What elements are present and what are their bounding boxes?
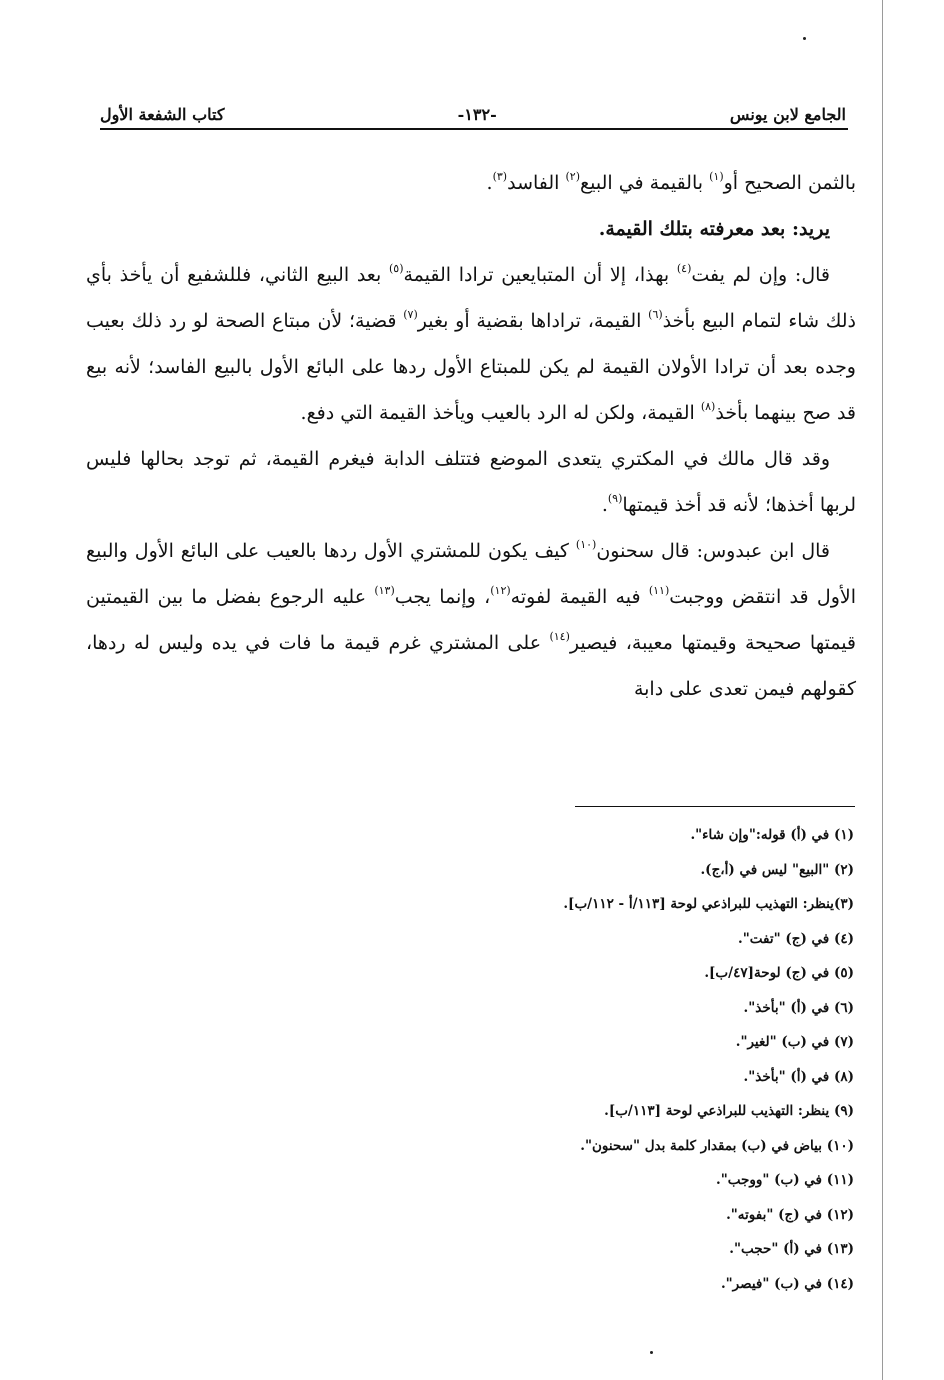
footnote-ref: (٤)	[676, 262, 692, 275]
scan-speck	[803, 37, 806, 40]
paragraph-1	[86, 160, 856, 206]
footnote-ref: (٧)	[403, 308, 418, 321]
footnotes-list	[94, 818, 854, 1301]
footnote-ref: (٩)	[607, 492, 623, 505]
text-run: .	[486, 172, 493, 194]
text-run: قال ابن عبدوس: قال سحنون	[596, 540, 830, 562]
footnote-ref: (١١)	[648, 584, 670, 597]
text-run: الفاسد	[507, 172, 566, 194]
text-run: القيمة، تراداها بقضية أو بغير	[417, 310, 649, 332]
text-run: بالثمن الصحيح أو	[723, 172, 856, 194]
text-run: بعد البيع الثاني، فللشفيع أن يأخذ بأي ذلك شاء لتمام البيع بأخذ	[86, 264, 856, 332]
text-run: قضية؛ لأن مبتاع الصحة لو رد ذلك بعيب وجده بعد أن ترادا الأولان القيمة لم يكن للمبتاع الأول ردها على البائع الأول بالبيع الفاسد؛ لأنه بيع قد صح بينهما بأخذ	[86, 310, 856, 424]
footnote-item: (١٣) في (أ) "حجب".	[729, 1241, 854, 1257]
footnote-ref: (٨)	[700, 400, 716, 413]
footnote-item: (٤) في (ج) "تفت".	[738, 930, 854, 947]
footnote-ref: (١٠)	[575, 538, 597, 551]
footnote-ref: (١٣)	[374, 584, 395, 597]
scan-speck	[650, 1351, 653, 1354]
text-run: يريد: بعد معرفته بتلك القيمة.	[598, 218, 830, 240]
footnote-ref: (١٤)	[549, 630, 570, 643]
footnote-separator	[575, 806, 855, 807]
footnote-item: (٥) في (ج) لوحة[٤٧/ب].	[704, 965, 854, 981]
text-run: فيه القيمة لفوته	[510, 586, 649, 608]
paragraph-3	[86, 252, 856, 436]
footnote-ref: (١٢)	[490, 584, 511, 597]
footnote-item: (١١) في (ب) "ووجب".	[716, 1172, 854, 1188]
text-run: عليه الرجوع بفضل ما بين القيمتين قيمتها صحيحة وقيمتها معيبة، فيصير	[86, 586, 857, 654]
footnote-item: (٦) في (أ) "بأخذ".	[743, 999, 854, 1016]
text-run: على المشتري غرم قيمة ما فات في يده وليس له ردها، كقولهم فيمن تعدى على دابة	[86, 632, 856, 700]
footnote-item: (٣)ينظر: التهذيب للبراذعي لوحة [١١٣/أ - ١١٢/ب].	[563, 896, 854, 912]
paragraph-5	[86, 528, 856, 712]
paragraph-4	[86, 436, 856, 528]
footnote-ref: (٥)	[388, 262, 404, 275]
footnote-item: (٨) في (أ) "بأخذ".	[743, 1068, 854, 1085]
text-run: بهذا، إلا أن المتبايعين ترادا القيمة	[403, 264, 677, 286]
footnote-item: (١٤) في (ب) "فيصر".	[720, 1275, 854, 1292]
paragraph-2	[86, 206, 856, 252]
text-run: .	[601, 494, 608, 516]
text-run: وقد قال مالك في المكتري يتعدى الموضع فتتلف الدابة فيغرم القيمة، ثم توجد بحالها فليس لربها أخذها؛ لأنه قد أخذ قيمتها	[86, 448, 856, 516]
footnote-item: (١٢) في (ج) "بفوته".	[726, 1206, 854, 1223]
footnote-item: (٩) ينظر: التهذيب للبراذعي لوحة [١١٣/ب].	[604, 1103, 854, 1119]
page-header	[100, 94, 846, 124]
footnote-item: (١) في (أ) قوله:"وإن شاء".	[690, 827, 854, 843]
footnote-item: (١٠) بياض في (ب) بمقدار كلمة بدل "سحنون".	[580, 1137, 854, 1154]
page-number: -١٣٢-	[457, 105, 497, 124]
scan-page-edge	[882, 0, 883, 1380]
text-run: بالقيمة في البيع	[580, 172, 710, 194]
footnote-ref: (٦)	[648, 308, 663, 321]
footnote-item: (٢) "البيع" ليس في (أ،ج).	[700, 861, 854, 878]
text-run: كيف يكون للمشتري الأول ردها بالعيب على البائع الأول والبيع الأول قد انتقض ووجبت	[86, 540, 856, 608]
text-run: القيمة، ولكن له الرد بالعيب ويأخذ القيمة التي دفع.	[300, 402, 701, 424]
footnote-ref: (٢)	[565, 170, 581, 183]
text-run: قال: وإن لم يفت	[691, 264, 831, 286]
header-rule	[100, 128, 848, 130]
footnote-ref: (٣)	[492, 170, 508, 183]
text-run: ، وإنما يجب	[394, 586, 491, 608]
footnote-item: (٧) في (ب) "لغير".	[735, 1034, 854, 1050]
header-book-title: الجامع لابن يونس	[729, 105, 846, 124]
main-text	[86, 160, 856, 712]
header-chapter-title: كتاب الشفعة الأول	[100, 105, 225, 124]
footnote-ref: (١)	[709, 170, 724, 183]
